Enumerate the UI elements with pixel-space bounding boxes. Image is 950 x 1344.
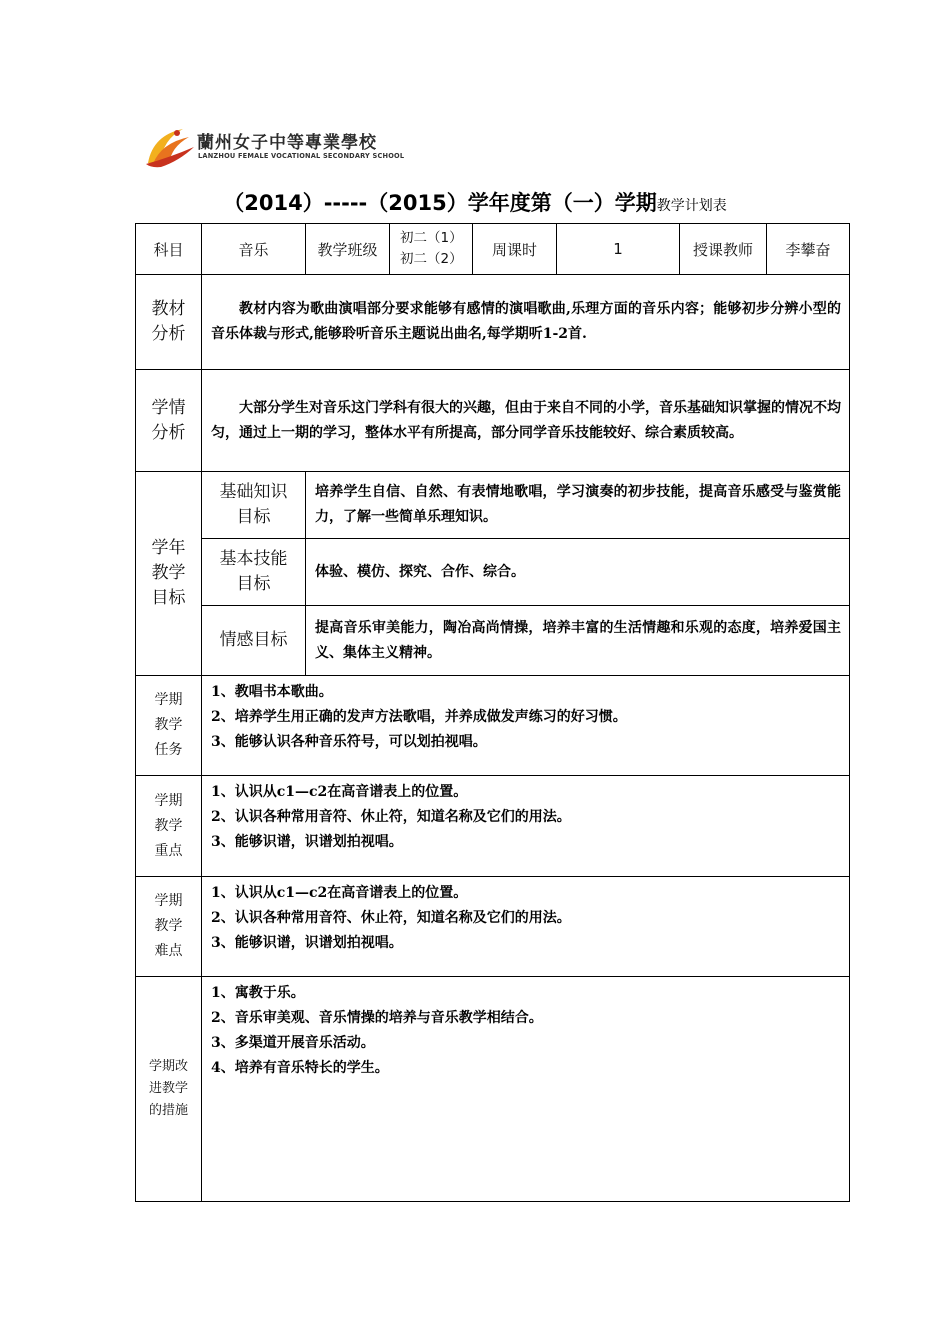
list-item: 1、认识从c1—c2在高音谱表上的位置。: [211, 784, 468, 800]
list-item: 3、多渠道开展音乐活动。: [211, 1035, 375, 1051]
list-item: 3、能够识谱，识谱划拍视唱。: [211, 935, 403, 951]
students-text: 大部分学生对音乐这门学科有很大的兴趣，但由于来自不同的小学，音乐基础知识掌握的情况不均匀，通过上一期的学习，整体水平有所提高，部分同学音乐技能较好、综合素质较高。: [202, 370, 850, 472]
title-suffix: 教学计划表: [656, 198, 727, 214]
list-item: 2、音乐审美观、音乐情操的培养与音乐教学相结合。: [211, 1010, 543, 1026]
class-value: [390, 224, 473, 275]
emotion-goal-label: 情感目标: [202, 606, 306, 676]
measures-list: [202, 977, 850, 1202]
year-goals-label: 学年 教学 目标: [136, 472, 202, 676]
class-value-2: 初二（2）: [400, 251, 463, 267]
skill-goal-label: 基本技能 目标: [202, 539, 306, 606]
emotion-goal-row: [136, 606, 850, 676]
knowledge-goal-label: 基础知识 目标: [202, 472, 306, 539]
material-label: 教材 分析: [136, 275, 202, 370]
school-english-name: LANZHOU FEMALE VOCATIONAL SECONDARY SCHOOL: [198, 152, 405, 160]
teacher-label: 授课教师: [680, 224, 767, 275]
list-item: 4、培养有音乐特长的学生。: [211, 1060, 389, 1076]
list-item: 3、能够认识各种音乐符号，可以划拍视唱。: [211, 734, 487, 750]
list-item: 3、能够识谱，识谱划拍视唱。: [211, 834, 403, 850]
hours-label: 周课时: [473, 224, 557, 275]
list-item: 1、寓教于乐。: [211, 985, 305, 1001]
school-name: 蘭州女子中等專業學校: [197, 133, 377, 153]
list-item: 2、培养学生用正确的发声方法歌唱，并养成做发声练习的好习惯。: [211, 709, 627, 725]
list-item: 2、认识各种常用音符、休止符，知道名称及它们的用法。: [211, 910, 571, 926]
material-row: [136, 275, 850, 370]
difficulties-row: [136, 877, 850, 977]
subject-label: 科目: [136, 224, 202, 275]
subject-value: 音乐: [202, 224, 306, 275]
school-logo: [143, 123, 405, 169]
list-item: 1、认识从c1—c2在高音谱表上的位置。: [211, 885, 468, 901]
list-item: 2、认识各种常用音符、休止符，知道名称及它们的用法。: [211, 809, 571, 825]
skill-goal-row: [136, 539, 850, 606]
class-label: 教学班级: [306, 224, 390, 275]
list-item: 1、教唱书本歌曲。: [211, 684, 333, 700]
tasks-list: [202, 676, 850, 776]
emotion-goal-text: 提高音乐审美能力，陶冶高尚情操，培养丰富的生活情趣和乐观的态度，培养爱国主义、集体主义精神。: [306, 606, 850, 676]
tasks-label: 学期 教学 任务: [136, 676, 202, 776]
teacher-value: 李攀奋: [767, 224, 850, 275]
students-row: [136, 370, 850, 472]
material-text: 教材内容为歌曲演唱部分要求能够有感情的演唱歌曲,乐理方面的音乐内容；能够初步分辨小型的音乐体裁与形式,能够聆听音乐主题说出曲名,每学期听1-2首.: [202, 275, 850, 370]
students-label: 学情 分析: [136, 370, 202, 472]
class-value-1: 初二（1）: [400, 230, 463, 246]
page-title: [0, 187, 950, 217]
hours-value: 1: [557, 224, 680, 275]
knowledge-goal-row: [136, 472, 850, 539]
keypoints-row: [136, 776, 850, 877]
measures-row: [136, 977, 850, 1202]
difficulties-label: 学期 教学 难点: [136, 877, 202, 977]
measures-label: 学期改 进教学 的措施: [136, 977, 202, 1202]
keypoints-label: 学期 教学 重点: [136, 776, 202, 877]
knowledge-goal-text: 培养学生自信、自然、有表情地歌唱，学习演奏的初步技能，提高音乐感受与鉴赏能力，了解一些简单乐理知识。: [306, 472, 850, 539]
school-emblem-icon: [143, 123, 197, 169]
difficulties-list: [202, 877, 850, 977]
header-row: [136, 224, 850, 275]
teaching-plan-table: [135, 223, 850, 1202]
title-main: （2014）-----（2015）学年度第（一）学期: [223, 191, 657, 215]
tasks-row: [136, 676, 850, 776]
skill-goal-text: 体验、模仿、探究、合作、综合。: [306, 539, 850, 606]
keypoints-list: [202, 776, 850, 877]
